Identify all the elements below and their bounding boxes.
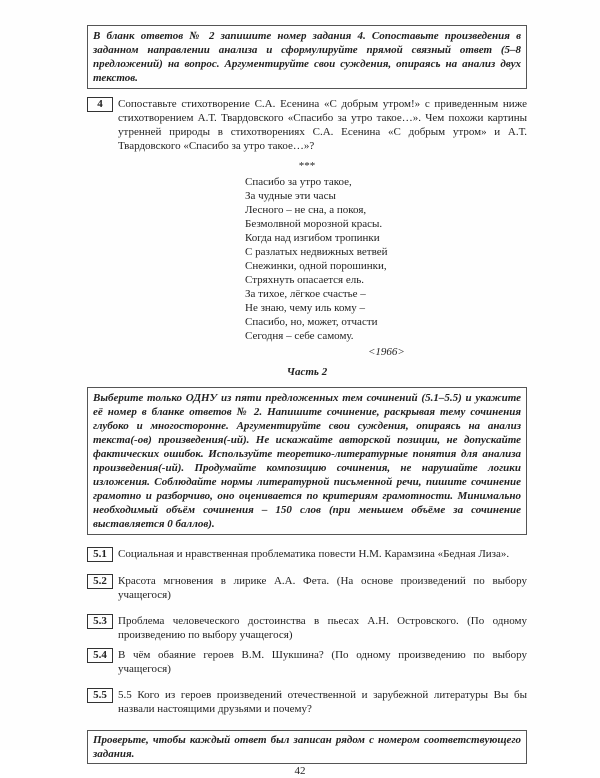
poem-line: Снежинки, одной порошинки,: [245, 260, 387, 272]
topic-5-2: [87, 574, 527, 602]
poem-line: Безмолвной морозной красы.: [245, 218, 383, 230]
poem-line: За тихое, лёгкое счастье –: [245, 288, 366, 300]
topic-number: 5.5: [87, 688, 113, 703]
part-heading: Часть 2: [286, 366, 328, 378]
topic-number: 5.4: [87, 648, 113, 663]
topic-number: 5.1: [87, 547, 113, 562]
task-text: Сопоставьте стихотворение С.А. Есенина «С добрым утром!» с приведенным ниже стихотворением А.Т. Твардовского «Спасибо за утро такое…». Чем похожи картины утренней природы в стихотворениях С.А. Есенина «С добрым утром» и А.Т. Твардовского «Спасибо за утро такое…»?: [118, 98, 527, 152]
poem-stars: ***: [298, 160, 316, 172]
instruction-text: В бланк ответов № 2 запишите номер задания 4. Сопоставьте произведения в заданном направлении анализа и сформулируйте прямой связный ответ (5–8 предложений) на вопрос. Аргументируйте свои суждения, опираясь на анализ двух текстов.: [93, 30, 521, 84]
poem-line: Спасибо, но, может, отчасти: [245, 316, 378, 328]
poem-line: Спасибо за утро такое,: [245, 176, 352, 188]
topic-number: 5.2: [87, 574, 113, 589]
topic-5-5: [87, 688, 527, 716]
instruction-box-check: [87, 730, 527, 764]
topic-text: Социальная и нравственная проблематика повести Н.М. Карамзина «Бедная Лиза».: [118, 548, 510, 560]
poem-line: Стряхнуть опасается ель.: [245, 274, 364, 286]
task-number: 4: [87, 97, 113, 112]
poem-line: За чудные эти часы: [245, 190, 336, 202]
topic-5-4: [87, 648, 527, 676]
poem-line: Сегодня – себе самому.: [245, 330, 354, 342]
topic-5-1: [87, 547, 527, 562]
topic-5-3: [87, 614, 527, 642]
poem-line: С разлатых недвижных ветвей: [245, 246, 388, 258]
page-content: [87, 25, 527, 764]
instruction-box-task4: [87, 25, 527, 89]
poem-line: Не знаю, чему иль кому –: [245, 302, 365, 314]
poem-line: Когда над изгибом тропинки: [245, 232, 380, 244]
poem-line: Лесного – не сна, а покоя,: [245, 204, 367, 216]
topic-text: В чём обаяние героев В.М. Шукшина? (По одному произведению по выбору учащегося): [118, 649, 527, 675]
page-number: 42: [294, 765, 306, 777]
instruction-text: Проверьте, чтобы каждый ответ был записан рядом с номером соответствующего задания.: [93, 734, 521, 760]
poem-year: <1966>: [368, 346, 405, 358]
instruction-box-part2: [87, 387, 527, 535]
topic-text: 5.5 Кого из героев произведений отечественной и зарубежной литературы Вы бы назвали настоящими друзьями и почему?: [118, 689, 527, 715]
poem: [87, 175, 527, 343]
instruction-text: Выберите только ОДНУ из пяти предложенных тем сочинений (5.1–5.5) и укажите её номер в бланке ответов № 2. Напишите сочинение, раскрывая тему сочинения глубоко и многосторонне. Аргументируйте свои суждения, опираясь на анализ текста(-ов) произведения(-ий). Не искажайте авторской позиции, не допускайте фактических ошибок. Используйте теоретико-литературные понятия для анализа произведения(-ий). Продумайте композицию сочинения, не нарушайте логики изложения. Соблюдайте нормы литературной письменной речи, пишите сочинение грамотно и разборчиво, оно оценивается по критериям грамотности. Минимально необходимый объём сочинения – 150 слов (при меньшем объёме за сочинение выставляется 0 баллов).: [93, 392, 521, 530]
topic-text: Красота мгновения в лирике А.А. Фета. (На основе произведений по выбору учащегося): [118, 575, 527, 601]
task-4: [87, 97, 527, 153]
topic-number: 5.3: [87, 614, 113, 629]
topic-text: Проблема человеческого достоинства в пьесах А.Н. Островского. (По одному произведению по выбору учащегося): [118, 615, 527, 641]
